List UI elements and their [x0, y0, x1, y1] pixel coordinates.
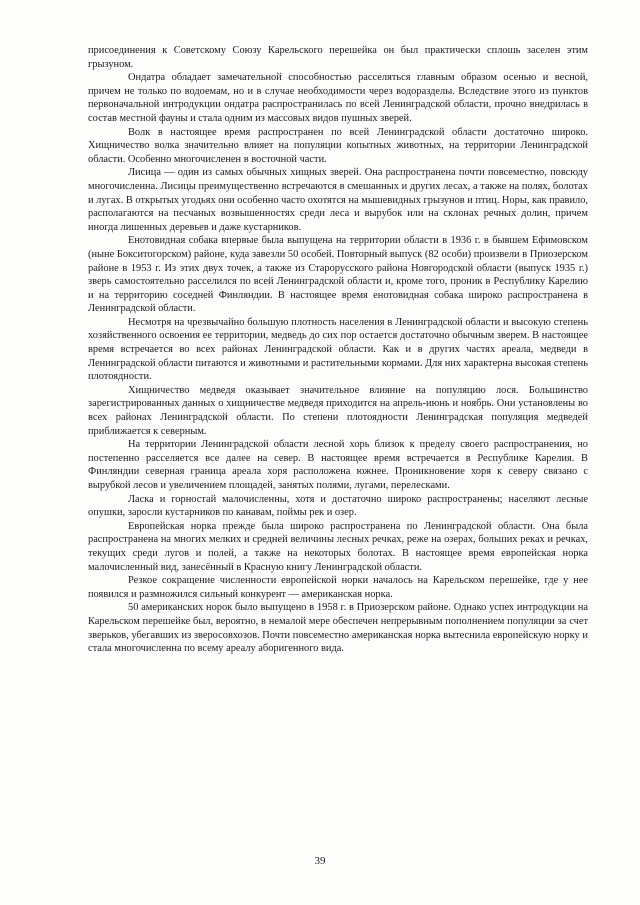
paragraph-6: Несмотря на чрезвычайно большую плотность населения в Ленинградской области и высокую степень хозяйственного освоения ее территории, медведь до сих пор остается достаточно обычным зверем. В настоящее время встречается во всех районах Ленинградской области. Как и в других частях ареала, медведи в Ленинградской области питаются и животными и растительными кормами. Для них характерна высокая степень плотоядности. — [88, 316, 588, 383]
paragraph-12: 50 американских норок было выпущено в 1958 г. в Приозерском районе. Однако успех интродукции на Карельском перешейке был, вероятно, в немалой мере обеспечен непрерывным пополнением популяции за счет зверьков, убегавших из зверосовхозов. Почти повсеместно американская норка вытеснила европейскую норку и стала многочисленна по всему ареалу аборигенного вида. — [88, 602, 588, 655]
paragraph-3: Волк в настоящее время распространен по всей Ленинградской области достаточно широко. Хищничество волка значительно влияет на популяции копытных животных, на территории Ленинградской области. Особенно многочисленен в восточной части. — [88, 126, 588, 165]
paragraph-2: Ондатра обладает замечательной способностью расселяться главным образом осенью и весной, причем не только по водоемам, но и в случае необходимости через водоразделы. Вследствие этого из пунктов первоначальной интродукции ондатра распространилась по всей Ленинградской области, прочно внедрилась в состав местной фауны и стала одним из массовых видов пушных зверей. — [88, 72, 588, 124]
page-number: 39 — [314, 855, 326, 867]
paragraph-10: Европейская норка прежде была широко распространена по Ленинградской области. Она была распространена на многих мелких и средней величины лесных речках, реже на озерах, больших реках и речках, текущих среди лугов и полей, а также на некоторых болотах. В настоящее время европейская норка малочисленный вид, занесённый в Красную книгу Ленинградской области. — [88, 520, 588, 573]
paragraph-7: Хищничество медведя оказывает значительное влияние на популяцию лося. Большинство зарегистрированных данных о хищничестве медведя приходится на апрель-июнь и ноябрь. Они установлены во всех районах Ленинградской области. По степени плотоядности Ленинградская популяция медведей приближается к северным. — [88, 384, 588, 437]
paragraph-1: присоединения к Советскому Союзу Карельского перешейка он был практически сплошь заселен этим грызуном. — [88, 45, 588, 70]
paragraph-4: Лисица — один из самых обычных хищных зверей. Она распространена почти повсеместно, повсюду многочисленна. Лисицы преимущественно встречаются в смешанных и других лесах, а также на полях, болотах и лугах. В открытых угодьях они особенно часто охотятся на мышевидных грызунов и птиц. Норы, как правило, располагаются на песчаных возвышенностях среди леса и вырубок или на склонах речных долин, причем иногда лишенных деревьев и даже кустарников. — [88, 167, 588, 233]
paragraph-5: Енотовидная собака впервые была выпущена на территории области в 1936 г. в бывшем Ефимовском (ныне Бокситогорском) районе, куда завезли 50 особей. Повторный выпуск (82 особи) произвели в Приозерском районе в 1953 г. Из этих двух точек, а также из Старорусского района Новгородской области (выпуск 1935 г.) зверь самостоятельно расселился по всей Ленинградской области и, кроме того, проник в Республику Карелию и на территорию соседней Финляндии. В настоящее время енотовидная собака широко распространена в Ленинградской области. — [88, 235, 588, 315]
paragraph-9: Ласка и горностай малочисленны, хотя и достаточно широко распространены; населяют лесные опушки, заросли кустарников по канавам, поймы рек и озер. — [88, 493, 588, 519]
paragraph-11: Резкое сокращение численности европейской норки началось на Карельском перешейке, где у нее появился и размножился сильный конкурент — американская норка. — [88, 575, 588, 600]
paragraph-8: На территории Ленинградской области лесной хорь близок к пределу своего распространения, но постепенно расселяется все далее на север. В настоящее время встречается в Республике Карелия. В Финляндии северная граница ареала хоря расположена южнее. Проникновение хоря к северу связано с вырубкой лесов и увеличением площадей, занятых полями, лугами, перелесками. — [88, 439, 588, 491]
body-text — [88, 44, 588, 656]
